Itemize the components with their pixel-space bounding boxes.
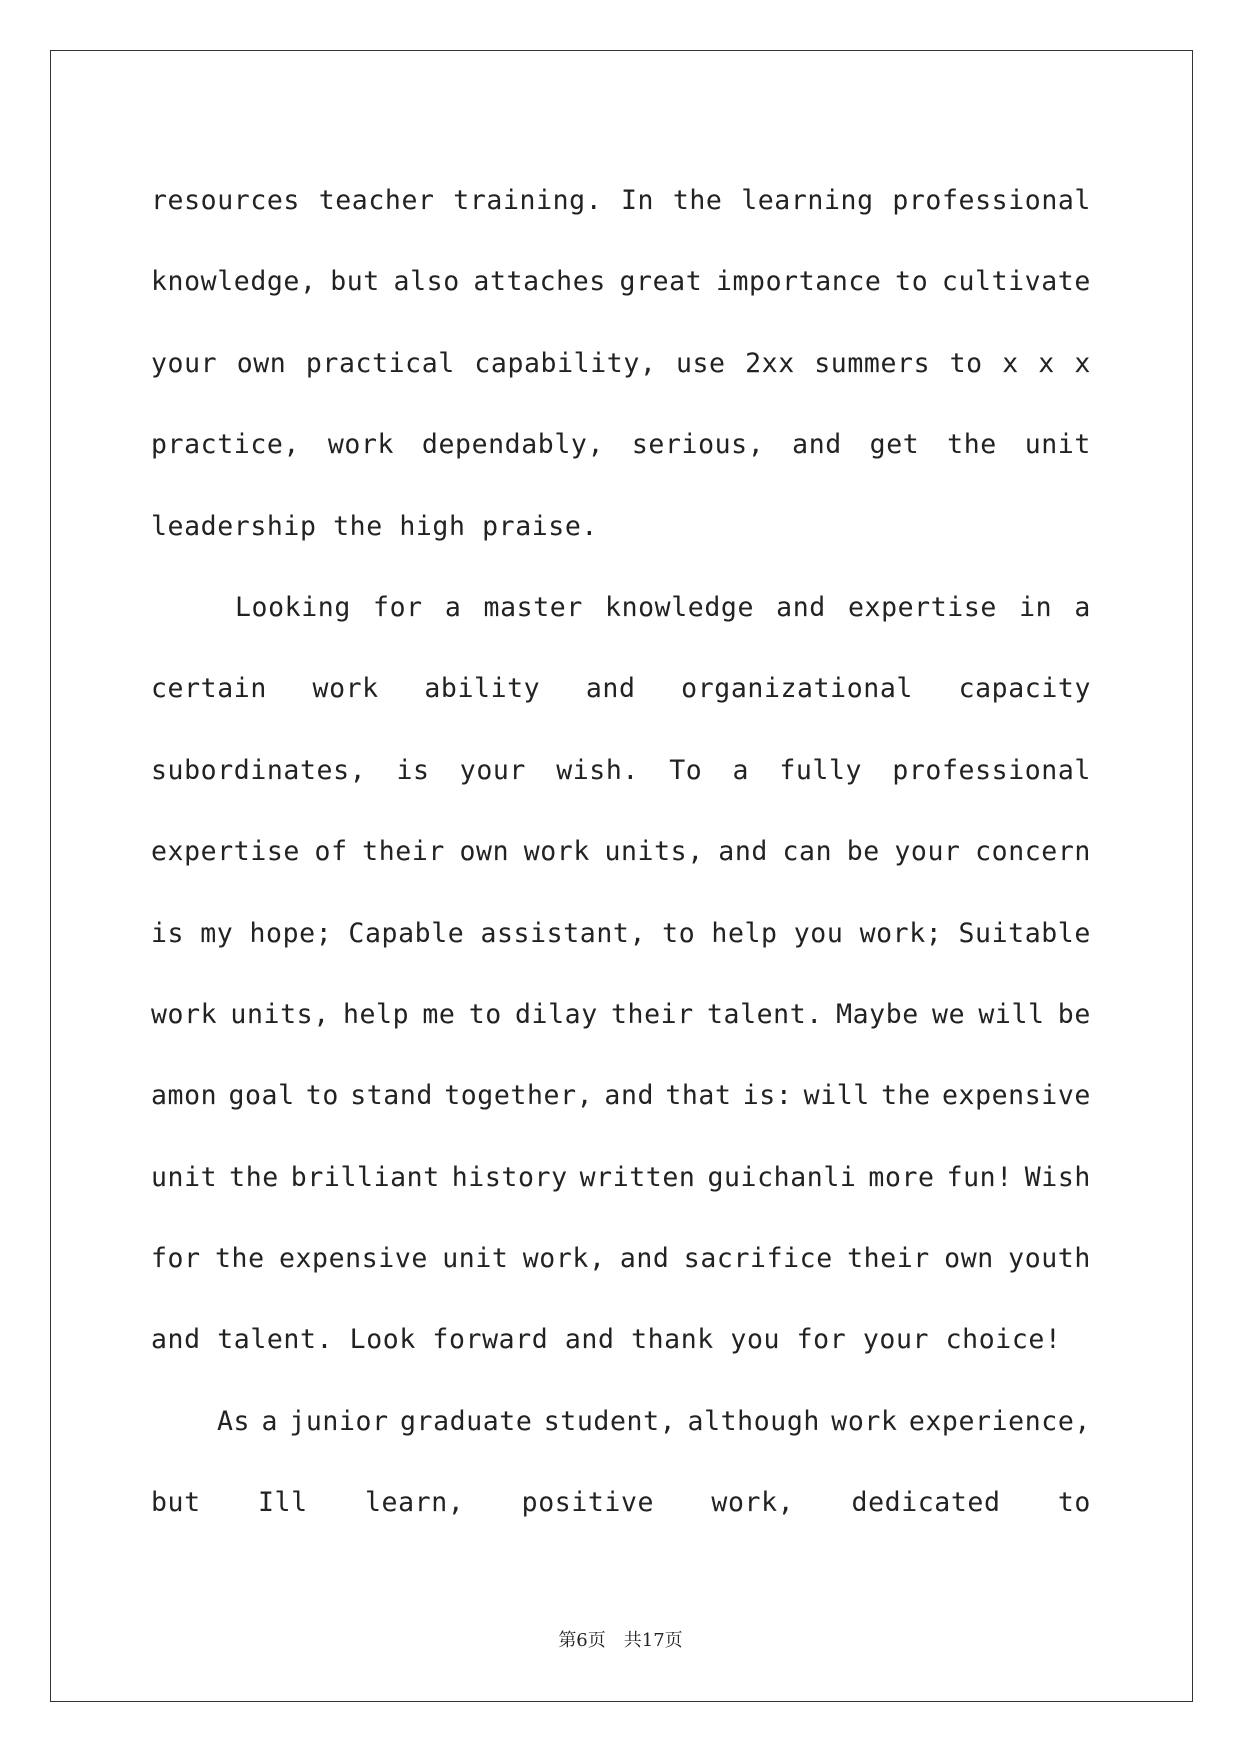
- word: to: [1057, 1487, 1091, 1519]
- word: work,: [711, 1487, 795, 1519]
- word: concern: [975, 836, 1091, 868]
- text-line: [151, 1218, 1091, 1299]
- word: x: [1038, 347, 1055, 379]
- text-line: [151, 241, 1091, 322]
- word: importance: [715, 266, 882, 298]
- text-line: and talent. Look forward and thank you for your choice!: [151, 1324, 1062, 1356]
- word: be: [846, 836, 880, 868]
- word: we: [932, 998, 966, 1030]
- text-line: [151, 1055, 1091, 1136]
- word: is: [396, 754, 430, 786]
- word: a: [261, 1405, 278, 1437]
- word: work,: [522, 1243, 606, 1275]
- text-line: [151, 1137, 1091, 1218]
- word: more: [868, 1161, 935, 1193]
- word: their: [362, 836, 445, 868]
- word: Capable: [348, 917, 465, 949]
- word: dependably,: [421, 429, 605, 461]
- word: be: [1057, 998, 1091, 1030]
- word: and: [585, 673, 636, 705]
- word: wish.: [556, 754, 639, 786]
- word: knowledge,: [151, 266, 317, 298]
- word: professional: [892, 754, 1091, 786]
- text-line: leadership the high praise.: [151, 510, 598, 542]
- word: and: [792, 429, 842, 461]
- word: own: [459, 836, 510, 868]
- text-line: [151, 323, 1091, 404]
- word: for: [373, 591, 423, 623]
- word: In: [621, 185, 655, 216]
- word: together,: [444, 1080, 594, 1112]
- word: practical: [305, 347, 455, 379]
- word: is: [151, 917, 185, 949]
- text-line: [151, 893, 1091, 974]
- word: unit: [151, 1161, 218, 1193]
- word: Looking: [235, 591, 351, 623]
- word: goal: [228, 1080, 295, 1112]
- word: to: [305, 1080, 339, 1112]
- word: expertise: [151, 836, 300, 868]
- word: student,: [543, 1405, 677, 1437]
- document-body: [151, 160, 1091, 1544]
- word: unit: [1024, 429, 1091, 461]
- word: also: [393, 266, 460, 298]
- word: dilay: [515, 998, 598, 1030]
- word: master: [483, 591, 583, 623]
- word: Wish: [1024, 1161, 1091, 1193]
- word: to: [895, 266, 929, 298]
- word: To: [669, 754, 703, 786]
- word: and: [619, 1243, 670, 1275]
- word: fully: [779, 754, 863, 786]
- word: although: [687, 1405, 820, 1437]
- word: work: [831, 1405, 898, 1437]
- word: history: [451, 1161, 568, 1193]
- word: units,: [604, 836, 704, 868]
- word: a: [1074, 591, 1091, 623]
- word: to: [468, 998, 502, 1030]
- word: can: [782, 836, 833, 868]
- word: experience,: [908, 1405, 1091, 1437]
- word: of: [314, 836, 348, 868]
- word: and: [604, 1080, 655, 1112]
- word: work: [327, 429, 395, 461]
- word: work: [151, 998, 218, 1030]
- word: and: [776, 591, 826, 623]
- word: their: [847, 1243, 930, 1275]
- word: knowledge: [605, 591, 755, 623]
- word: and: [718, 836, 768, 868]
- word: resources: [151, 185, 300, 216]
- word: a: [444, 591, 462, 623]
- word: use: [675, 347, 726, 379]
- word: in: [1019, 591, 1053, 623]
- word: their: [610, 998, 694, 1030]
- word: x: [1002, 347, 1019, 379]
- word: practice,: [151, 429, 300, 461]
- text-line: [151, 160, 1091, 241]
- word: amon: [151, 1080, 218, 1112]
- word: written: [579, 1161, 696, 1193]
- word: x: [1074, 347, 1091, 379]
- word: dedicated: [851, 1487, 1001, 1519]
- word: junior: [289, 1405, 389, 1437]
- word: me: [422, 998, 456, 1030]
- word: your: [151, 347, 218, 379]
- word: ability: [424, 673, 541, 705]
- word: help: [711, 917, 778, 949]
- word: fun!: [946, 1161, 1013, 1193]
- word: capacity: [958, 673, 1091, 705]
- word: positive: [521, 1487, 655, 1519]
- word: cultivate: [941, 266, 1091, 298]
- word: Maybe: [836, 998, 919, 1030]
- text-line: [151, 404, 1091, 485]
- word: the: [881, 1080, 931, 1112]
- word: sacrifice: [683, 1243, 833, 1275]
- word: training.: [453, 185, 603, 216]
- word: will: [978, 998, 1045, 1030]
- word: work;: [859, 917, 943, 949]
- word: expensive: [278, 1243, 428, 1275]
- word: attaches: [473, 266, 606, 298]
- word: help: [342, 998, 410, 1030]
- word: As: [217, 1405, 251, 1437]
- word: certain: [151, 673, 267, 705]
- word: but: [151, 1487, 201, 1519]
- word: guichanli: [707, 1161, 857, 1193]
- word: for: [151, 1243, 201, 1275]
- word: own: [236, 347, 287, 379]
- word: to: [949, 347, 983, 379]
- text-line: [151, 1381, 1091, 1462]
- word: expensive: [941, 1080, 1091, 1112]
- word: the: [229, 1161, 279, 1193]
- word: your: [894, 836, 961, 868]
- word: learning: [741, 185, 874, 216]
- word: unit: [442, 1243, 509, 1275]
- page-number: 第6页: [558, 1630, 606, 1651]
- word: but: [330, 266, 380, 298]
- word: teacher: [318, 185, 435, 216]
- word: professional: [892, 185, 1091, 216]
- word: to: [662, 917, 696, 949]
- word: serious,: [631, 429, 765, 461]
- text-line: [151, 974, 1091, 1055]
- word: you: [793, 917, 844, 949]
- word: graduate: [399, 1405, 533, 1437]
- word: a: [732, 754, 750, 786]
- word: the: [214, 1243, 265, 1275]
- word: talent.: [706, 998, 823, 1030]
- word: get: [869, 429, 920, 461]
- word: 2xx: [745, 347, 795, 379]
- word: capability,: [474, 347, 657, 379]
- word: subordinates,: [151, 754, 367, 786]
- word: great: [619, 266, 703, 298]
- word: Ill: [258, 1487, 308, 1519]
- word: my: [200, 917, 234, 949]
- word: organizational: [681, 673, 913, 705]
- text-line: [151, 730, 1091, 811]
- word: is:: [742, 1080, 793, 1112]
- word: youth: [1008, 1243, 1091, 1275]
- word: expertise: [847, 591, 997, 623]
- word: units,: [230, 998, 330, 1030]
- word: the: [947, 429, 997, 461]
- word: assistant,: [480, 917, 646, 949]
- text-line: [151, 1462, 1091, 1543]
- word: Suitable: [958, 917, 1091, 949]
- word: own: [944, 1243, 994, 1275]
- text-line: [151, 567, 1091, 648]
- word: stand: [350, 1080, 433, 1112]
- word: summers: [814, 347, 931, 379]
- word: brilliant: [290, 1161, 440, 1193]
- text-line: [151, 811, 1091, 892]
- page-total: 共17页: [623, 1630, 683, 1651]
- text-line: [151, 648, 1091, 729]
- word: the: [672, 185, 723, 216]
- word: that: [665, 1080, 732, 1112]
- word: will: [803, 1080, 870, 1112]
- word: hope;: [249, 917, 333, 949]
- word: learn,: [365, 1487, 465, 1519]
- word: work: [312, 673, 379, 705]
- word: work: [523, 836, 590, 868]
- page-footer: [0, 1626, 1241, 1652]
- word: your: [459, 754, 526, 786]
